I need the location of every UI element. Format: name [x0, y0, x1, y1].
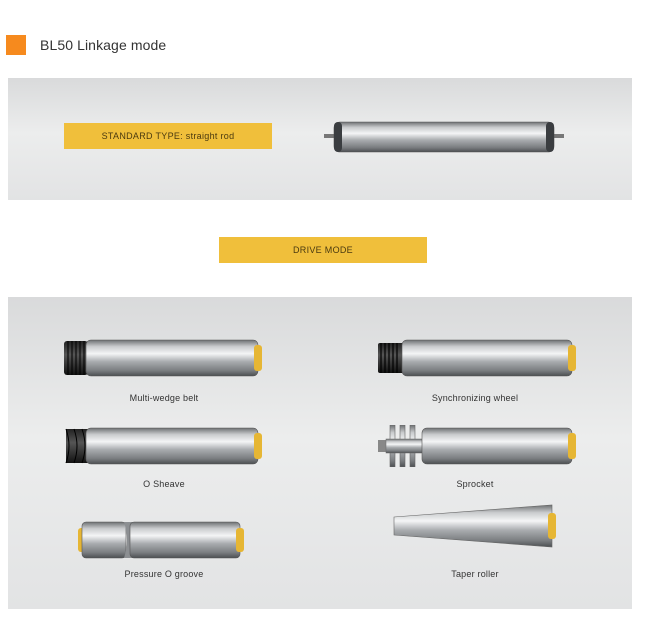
- drive-mode-banner: DRIVE MODE: [219, 237, 427, 263]
- synchronizing-wheel-roller-icon: [378, 337, 578, 379]
- standard-type-panel: [8, 78, 632, 200]
- multi-wedge-belt-label: Multi-wedge belt: [129, 393, 199, 403]
- pressure-o-groove-label: Pressure O groove: [124, 569, 204, 579]
- pressure-o-groove-roller-icon: [78, 519, 248, 561]
- drive-mode-panel: [8, 297, 632, 609]
- standard-type-banner: STANDARD TYPE: straight rod: [64, 123, 272, 149]
- page-title: BL50 Linkage mode: [40, 37, 167, 53]
- taper-roller-label: Taper roller: [451, 569, 499, 579]
- synchronizing-wheel-label: Synchronizing wheel: [431, 393, 519, 403]
- section-header: [6, 33, 166, 57]
- taper-roller-icon: [392, 503, 562, 549]
- sprocket-roller-icon: [378, 425, 578, 467]
- o-sheave-label: O Sheave: [143, 479, 185, 489]
- o-sheave-roller-icon: [64, 425, 264, 467]
- multi-wedge-belt-roller-icon: [64, 337, 264, 379]
- orange-marker-icon: [6, 35, 26, 55]
- sprocket-label: Sprocket: [456, 479, 494, 489]
- straight-rod-roller-icon: [324, 119, 564, 155]
